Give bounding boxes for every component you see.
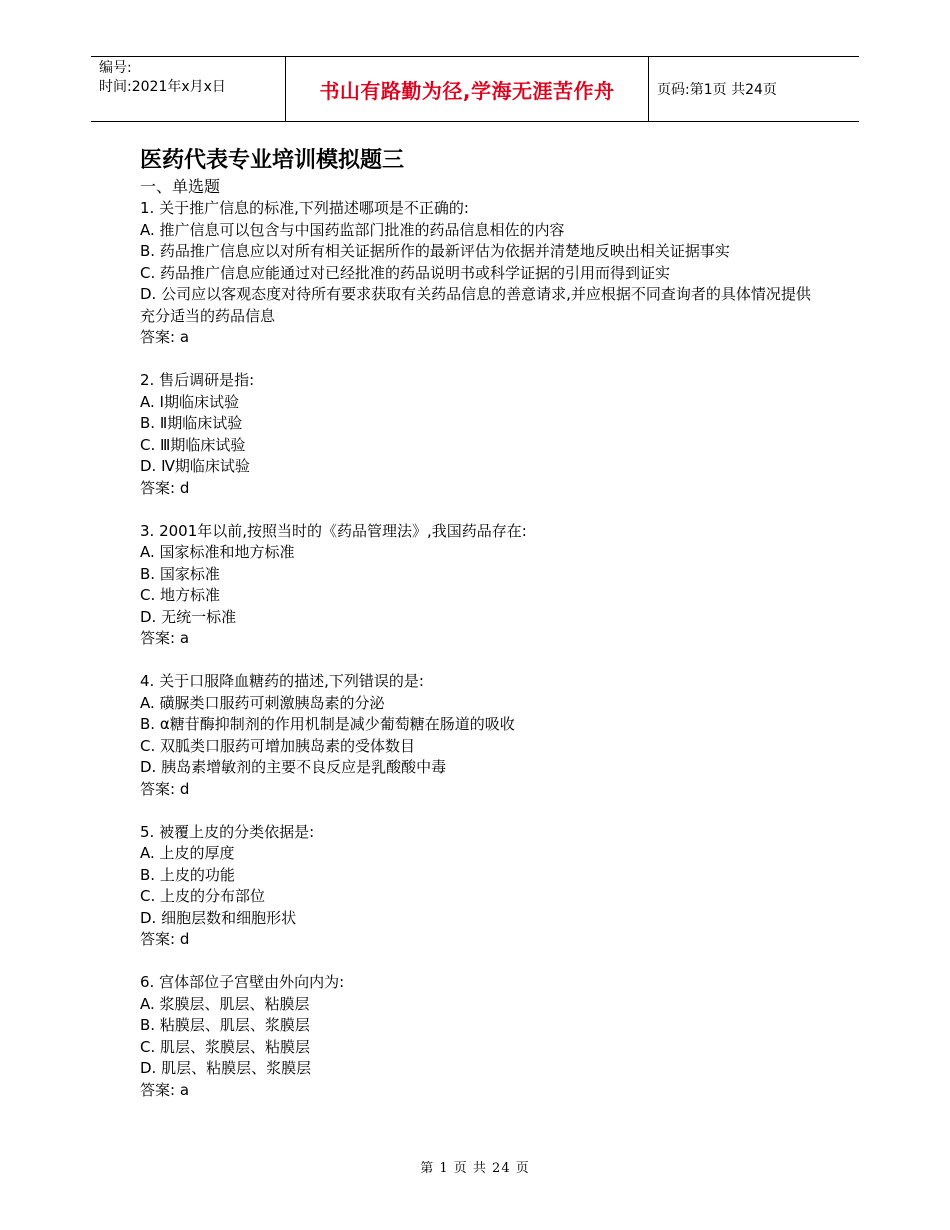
question-item xyxy=(140,521,820,650)
question-stem: 6. 宫体部位子宫壁由外向内为: xyxy=(140,973,345,991)
question-item xyxy=(140,198,820,349)
answer-option: B. Ⅱ期临床试验 xyxy=(140,414,243,432)
question-stem: 5. 被覆上皮的分类依据是: xyxy=(140,822,315,841)
answer-option: D. 细胞层数和细胞形状 xyxy=(140,908,297,927)
time-label: 时间:2021年x月x日 xyxy=(99,79,226,95)
answer-key: 答案: a xyxy=(140,629,190,647)
answer-key: 答案: d xyxy=(140,779,190,798)
number-label: 编号: xyxy=(99,60,132,76)
answer-option: A. 磺脲类口服药可刺激胰岛素的分泌 xyxy=(140,693,385,712)
answer-option: D. Ⅳ期临床试验 xyxy=(140,457,250,475)
question-stem: 3. 2001年以前,按照当时的《药品管理法》,我国药品存在: xyxy=(140,521,527,540)
answer-option: A. 推广信息可以包含与中国药监部门批准的药品信息相佐的内容 xyxy=(140,220,565,239)
answer-option: C. 上皮的分布部位 xyxy=(140,887,266,905)
question-stem: 4. 关于口服降血糖药的描述,下列错误的是: xyxy=(140,672,424,690)
page-label: 页码:第1页 共24页 xyxy=(657,82,777,98)
answer-key: 答案: a xyxy=(140,328,190,346)
answer-key: 答案: a xyxy=(140,1080,190,1099)
question-item xyxy=(140,370,820,499)
answer-option: B. 药品推广信息应以对所有相关证据所作的最新评估为依据并清楚地反映出相关证据事实 xyxy=(140,242,730,260)
document-title: 医药代表专业培训模拟题三 xyxy=(140,148,405,173)
section-heading: 一、单选题 xyxy=(140,177,221,196)
answer-option: B. 粘膜层、肌层、浆膜层 xyxy=(140,1016,310,1034)
header-page-cell xyxy=(649,57,859,121)
answer-option: C. 地方标准 xyxy=(140,586,221,604)
question-item xyxy=(140,671,820,800)
answer-key: 答案: d xyxy=(140,478,190,497)
question-item xyxy=(140,972,820,1101)
motto-text: 书山有路勤为径,学海无涯苦作舟 xyxy=(319,78,615,103)
answer-option: B. 上皮的功能 xyxy=(140,865,235,884)
page-footer: 第 1 页 共 24 页 xyxy=(420,1161,530,1176)
document-body xyxy=(140,146,820,1123)
header-motto-cell xyxy=(286,57,649,121)
answer-option: C. Ⅲ期临床试验 xyxy=(140,435,246,454)
answer-option: D. 肌层、粘膜层、浆膜层 xyxy=(140,1059,312,1077)
question-stem: 1. 关于推广信息的标准,下列描述哪项是不正确的: xyxy=(140,199,469,217)
answer-option: C. 双胍类口服药可增加胰岛素的受体数目 xyxy=(140,736,416,755)
question-stem: 2. 售后调研是指: xyxy=(140,371,255,389)
page-header xyxy=(91,56,859,122)
answer-option: B. 国家标准 xyxy=(140,564,220,583)
answer-option: B. α糖苷酶抑制剂的作用机制是减少葡萄糖在肠道的吸收 xyxy=(140,715,515,733)
answer-option: A. 上皮的厚度 xyxy=(140,844,235,862)
answer-option: A. 国家标准和地方标准 xyxy=(140,543,295,561)
answer-option: D. 无统一标准 xyxy=(140,607,237,626)
answer-key: 答案: d xyxy=(140,930,190,948)
answer-option: C. 肌层、浆膜层、粘膜层 xyxy=(140,1037,311,1056)
answer-option: D. 胰岛素增敏剂的主要不良反应是乳酸酸中毒 xyxy=(140,758,447,776)
answer-option: A. Ⅰ期临床试验 xyxy=(140,392,239,411)
header-info-cell xyxy=(91,57,286,121)
question-list xyxy=(140,198,820,1101)
answer-option: D. 公司应以客观态度对待所有要求获取有关药品信息的善意请求,并应根据不同查询者的具体情况提供充分适当的药品信息 xyxy=(140,285,811,325)
answer-option: A. 浆膜层、肌层、粘膜层 xyxy=(140,994,310,1013)
answer-option: C. 药品推广信息应能通过对已经批准的药品说明书或科学证据的引用而得到证实 xyxy=(140,263,671,282)
question-item xyxy=(140,822,820,951)
